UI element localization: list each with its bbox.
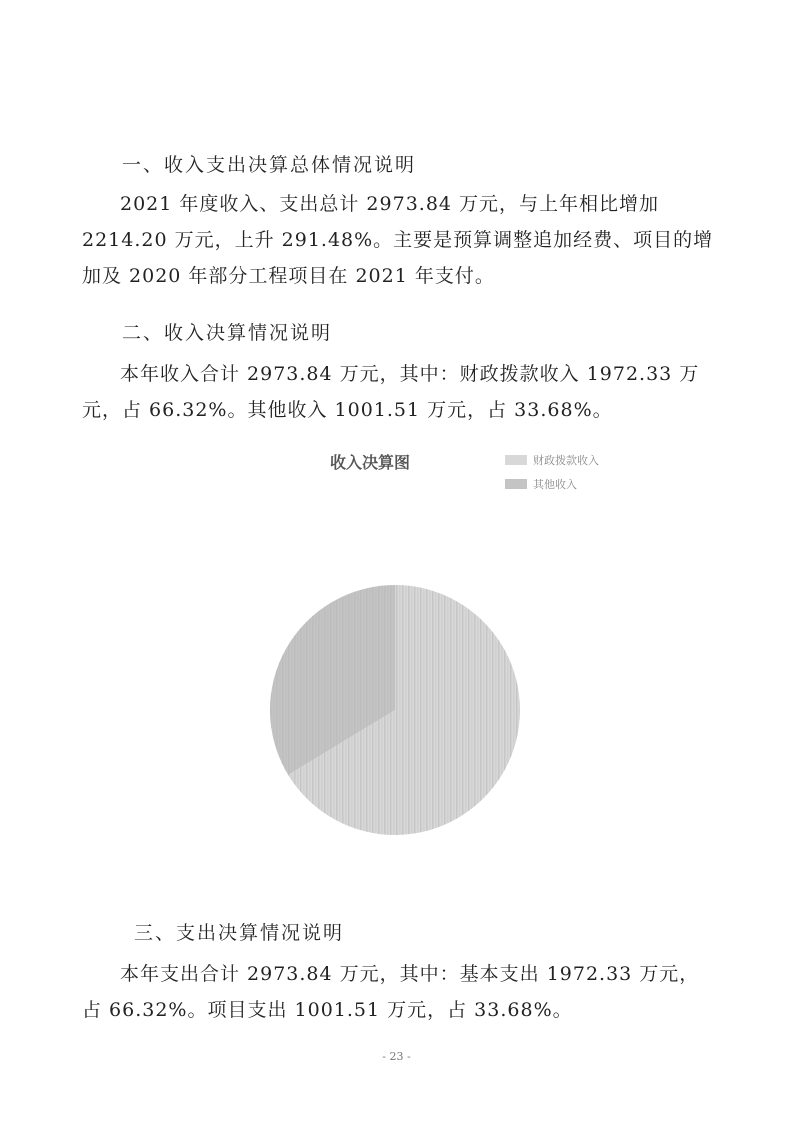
section1-line-3: 加及 2020 年部分工程项目在 2021 年支付。 (82, 265, 495, 287)
section2-line-1: 本年收入合计 2973.84 万元，其中：财政拨款收入 1972.33 万 (120, 363, 700, 385)
chart-title: 收入决算图 (330, 453, 411, 472)
section1-line-2: 2214.20 万元，上升 291.48%。主要是预算调整追加经费、项目的增 (82, 229, 714, 251)
pie-svg (180, 440, 650, 840)
income-pie-chart (180, 440, 650, 840)
section3-line-2: 占 66.32%。项目支出 1001.51 万元，占 33.68%。 (82, 999, 573, 1021)
section1-paragraph (82, 186, 716, 294)
legend-label-fiscal: 财政拨款收入 (533, 454, 599, 467)
section3-line-1: 本年支出合计 2973.84 万元，其中：基本支出 1972.33 万元， (120, 963, 700, 985)
section3-heading: 三、支出决算情况说明 (134, 922, 345, 944)
section3-paragraph (82, 956, 716, 1028)
section2-paragraph (82, 356, 716, 428)
legend-label-other: 其他收入 (533, 478, 577, 491)
section2-line-2: 元，占 66.32%。其他收入 1001.51 万元，占 33.68%。 (82, 399, 613, 421)
page-number: - 23 - (382, 1050, 411, 1063)
section1-line-1: 2021 年度收入、支出总计 2973.84 万元，与上年相比增加 (120, 193, 660, 215)
section2-heading: 二、收入决算情况说明 (122, 322, 333, 344)
section1-heading: 一、收入支出决算总体情况说明 (122, 154, 417, 176)
